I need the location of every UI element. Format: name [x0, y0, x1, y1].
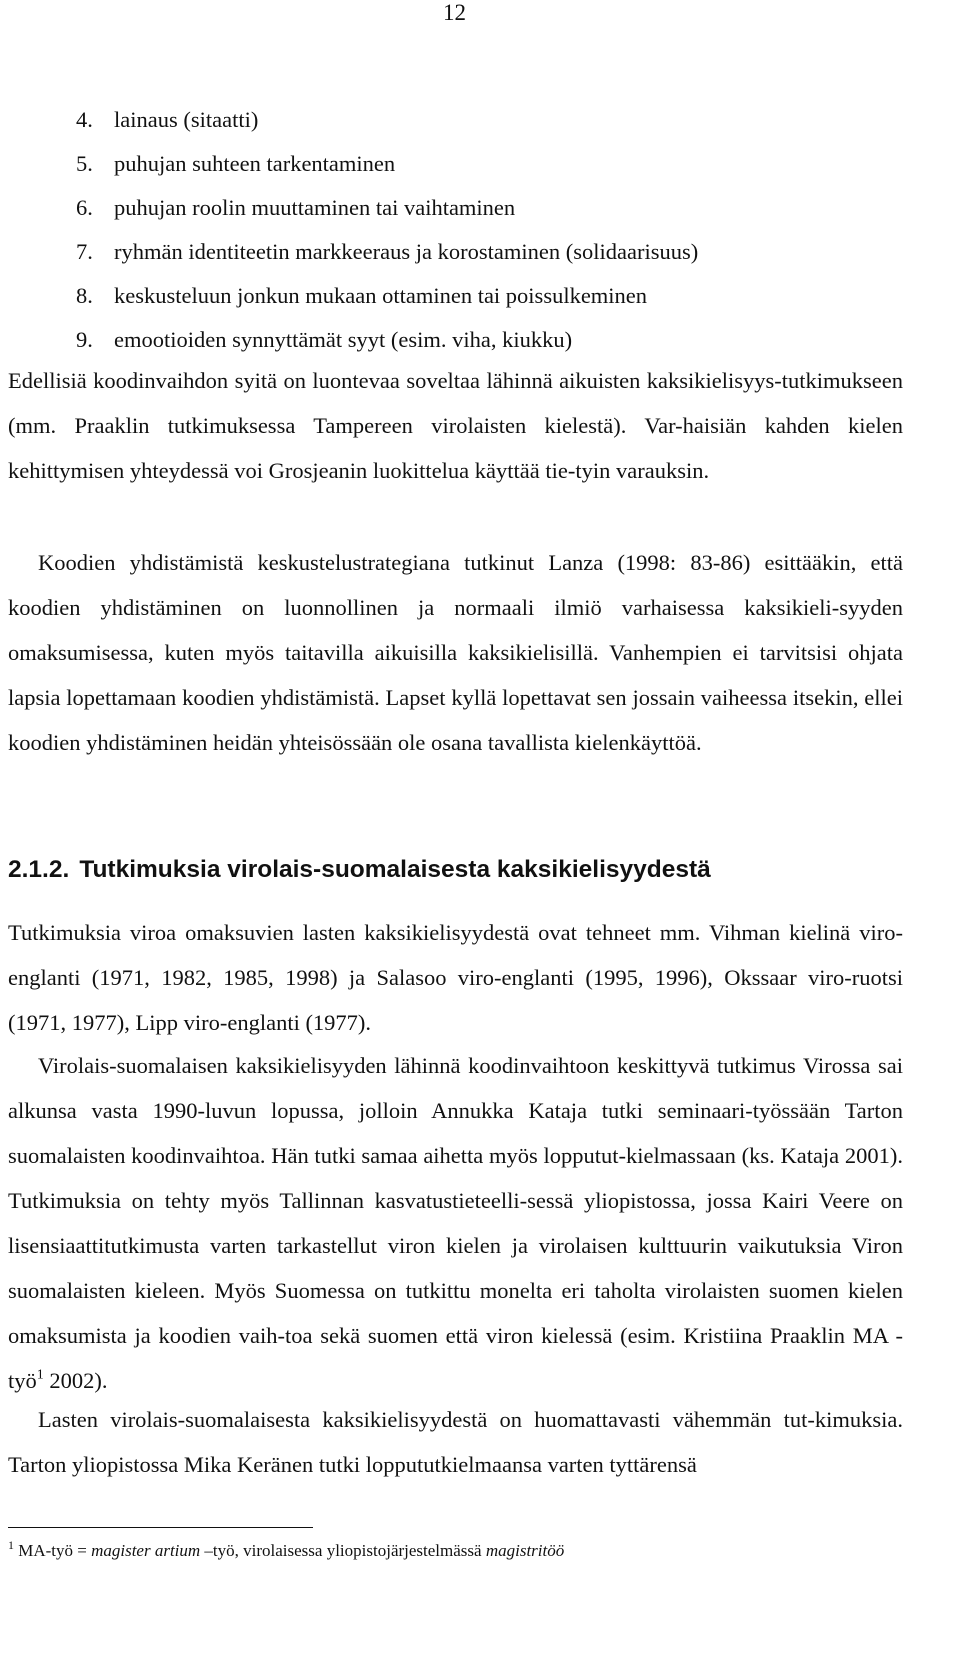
list-item-number: 6. — [76, 195, 93, 220]
list-item-text: emootioiden synnyttämät syyt (esim. viha, kiukku) — [114, 327, 573, 352]
page-number: 12 — [443, 0, 466, 25]
list-item-text: ryhmän identiteetin markkeeraus ja korostaminen (solidaarisuus) — [114, 239, 699, 264]
list-item — [76, 274, 926, 318]
list-item-text: keskusteluun jonkun mukaan ottaminen tai poissulkeminen — [114, 283, 648, 308]
list-item-text: puhujan suhteen tarkentaminen — [114, 151, 396, 176]
section-number: 2.1.2. — [8, 856, 70, 883]
list-item-text: puhujan roolin muuttaminen tai vaihtaminen — [114, 195, 516, 220]
footnote-reference[interactable]: 1 — [36, 1367, 44, 1383]
footnote-divider — [8, 1527, 313, 1528]
list-item-number: 8. — [76, 283, 93, 308]
list-item — [76, 318, 926, 362]
list-item — [76, 98, 926, 142]
list-item — [76, 230, 926, 274]
list-item-number: 4. — [76, 107, 93, 132]
footnote-mark: 1 — [8, 1537, 14, 1552]
paragraph-studies: Tutkimuksia viroa omaksuvien lasten kaksikielisyydestä ovat tehneet mm. Vihman kielinä viro-englanti (1971, 1982, 1985, 1998) ja Salasoo viro-englanti (1995, 1996), Okssaar viro-ruotsi (1971, 1977), Lipp viro-englanti (1977). — [8, 920, 903, 1035]
paragraph-estonia-research — [8, 1043, 903, 1403]
paragraph-codeswitch-reasons: Edellisiä koodinvaihdon syitä on luontevaa soveltaa lähinnä aikuisten kaksikielisyys-tutkimukseen (mm. Praaklin tutkimuksessa Tampereen virolaisten kielestä). Var-haisiän kahden kielen kehittymisen yhteydessä voi Grosjeanin luokittelua käyttää tie-tyin varauksin. — [8, 368, 903, 483]
footnote-term-2: magistritöö — [485, 1541, 565, 1560]
paragraph-lanza: Koodien yhdistämistä keskustelustrategiana tutkinut Lanza (1998: 83-86) esittääkin, että koodien yhdistäminen on luonnollinen ja normaali ilmiö varhaisessa kaksikieli-syyden omaksumisessa, kuten myös taitavilla aikuisilla kaksikielisillä. Vanhempien ei tarvitsisi ohjata lapsia lopettamaan koodien yhdistämistä. Lapset kyllä lopettavat sen jossain vaiheessa itsekin, ellei koodien yhdistäminen heidän yhteisössään ole osana tavallista kielenkäyttöä. — [8, 550, 903, 755]
list-item-number: 9. — [76, 327, 93, 352]
list-item-number: 7. — [76, 239, 93, 264]
list-item — [76, 186, 926, 230]
list-item — [76, 142, 926, 186]
reason-list — [76, 98, 926, 362]
list-item-number: 5. — [76, 151, 93, 176]
footnote-term: magister artium — [91, 1541, 201, 1560]
footnote — [8, 1536, 564, 1566]
section-heading — [8, 848, 711, 892]
footnote-text: MA-työ = — [13, 1541, 92, 1560]
paragraph-text: Virolais-suomalaisen kaksikielisyyden lähinnä koodinvaihtoon keskittyvä tutkimus Virossa sai alkunsa vasta 1990-luvun lopussa, jolloin Annukka Kataja tutki seminaari-työssään Tarton suomalaisten koodinvaihtoa. Hän tutki samaa aihetta myös lopputut-kielmassaan (ks. Kataja 2001). Tutkimuksia on tehty myös Tallinnan kasvatustieteelli-sessä yliopistossa, jossa Kairi Veere on lisensiaattitutkimusta varten tarkastellut viron kielen ja virolaisen kulttuurin vaikutuksia Viron suomalaisten kieleen. Myös Suomessa on tutkittu monelta eri taholta virolaisten suomen kielen omaksumista ja koodien vaih-toa sekä suomen että viron kielessä (esim. Kristiina Praaklin MA -työ — [8, 1053, 903, 1393]
section-title: Tutkimuksia virolais-suomalaisesta kaksikielisyydestä — [79, 856, 711, 883]
footnote-text-2: –työ, virolaisessa yliopistojärjestelmässä — [200, 1541, 486, 1560]
paragraph-children: Lasten virolais-suomalaisesta kaksikielisyydestä on huomattavasti vähemmän tut-kimuksia. Tarton yliopistossa Mika Keränen tutki loppututkielmaansa varten tyttärensä — [8, 1407, 903, 1477]
list-item-text: lainaus (sitaatti) — [114, 107, 259, 132]
paragraph-text-end: 2002). — [43, 1368, 108, 1393]
